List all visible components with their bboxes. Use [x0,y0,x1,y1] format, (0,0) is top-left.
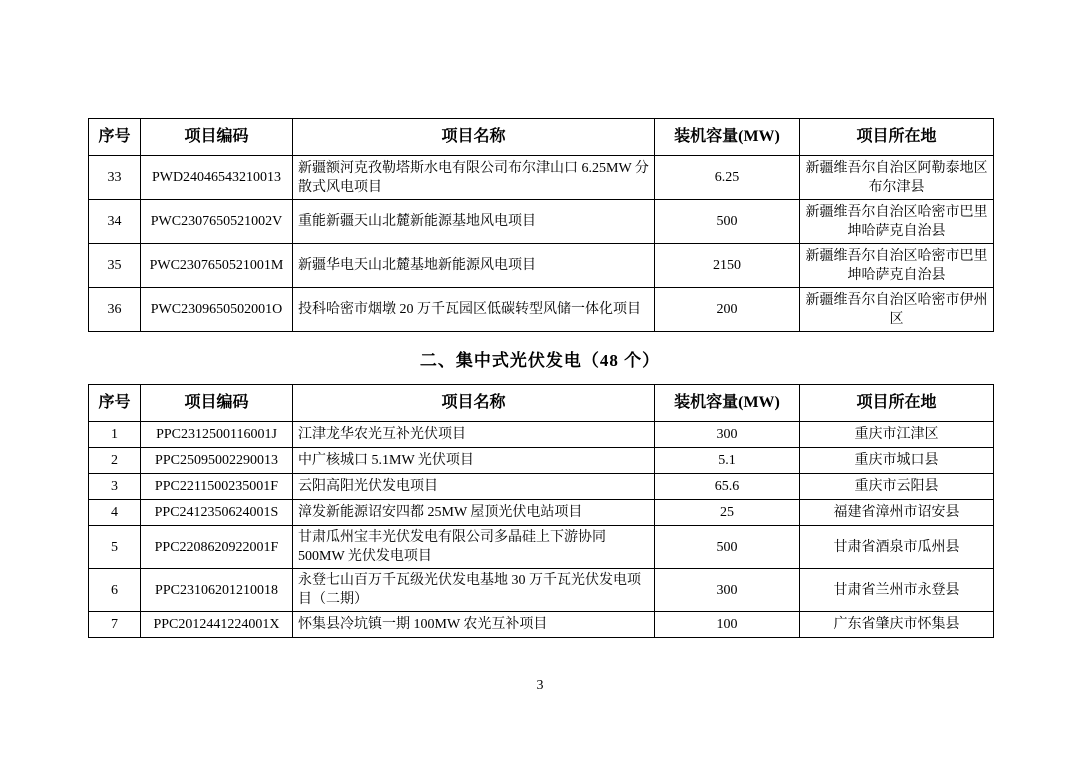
table-row [89,474,994,500]
cell-project-name: 新疆华电天山北麓基地新能源风电项目 [293,244,655,288]
wind-projects-table [88,118,994,332]
solar-table-body [89,422,994,638]
table-row [89,569,994,612]
cell-project-code: PWC2307650521001M [141,244,293,288]
table-row [89,244,994,288]
section-heading: 二、集中式光伏发电（48 个） [419,351,661,370]
cell-capacity: 5.1 [655,448,800,474]
cell-location: 重庆市云阳县 [800,474,994,500]
cell-index: 36 [89,288,141,332]
cell-project-name: 永登七山百万千瓦级光伏发电基地 30 万千瓦光伏发电项目（二期） [293,569,655,612]
cell-project-code: PPC2412350624001S [141,500,293,526]
col-header-code: 项目编码 [141,385,293,422]
cell-location: 广东省肇庆市怀集县 [800,612,994,638]
table-row [89,612,994,638]
cell-location: 新疆维吾尔自治区阿勒泰地区布尔津县 [800,156,994,200]
cell-project-code: PPC2208620922001F [141,526,293,569]
cell-index: 1 [89,422,141,448]
cell-index: 4 [89,500,141,526]
cell-project-name: 中广核城口 5.1MW 光伏项目 [293,448,655,474]
cell-index: 2 [89,448,141,474]
cell-capacity: 25 [655,500,800,526]
cell-index: 7 [89,612,141,638]
col-header-location: 项目所在地 [800,119,994,156]
cell-location: 新疆维吾尔自治区哈密市巴里坤哈萨克自治县 [800,244,994,288]
cell-project-code: PWD24046543210013 [141,156,293,200]
col-header-index: 序号 [89,119,141,156]
cell-index: 6 [89,569,141,612]
cell-project-name: 投科哈密市烟墩 20 万千瓦园区低碳转型风储一体化项目 [293,288,655,332]
cell-capacity: 65.6 [655,474,800,500]
col-header-name: 项目名称 [293,119,655,156]
cell-capacity: 500 [655,526,800,569]
solar-projects-table [88,384,994,638]
table-row [89,200,994,244]
cell-index: 3 [89,474,141,500]
cell-project-code: PPC2312500116001J [141,422,293,448]
wind-table-header-row [89,119,994,156]
cell-index: 33 [89,156,141,200]
table-row [89,422,994,448]
col-header-location: 项目所在地 [800,385,994,422]
cell-project-name: 重能新疆天山北麓新能源基地风电项目 [293,200,655,244]
solar-table-header-row [89,385,994,422]
table-row [89,156,994,200]
cell-index: 35 [89,244,141,288]
cell-project-name: 云阳高阳光伏发电项目 [293,474,655,500]
cell-project-code: PPC2012441224001X [141,612,293,638]
table-row [89,288,994,332]
cell-project-code: PPC25095002290013 [141,448,293,474]
col-header-capacity: 装机容量(MW) [655,119,800,156]
cell-project-code: PWC2307650521002V [141,200,293,244]
cell-project-code: PPC2211500235001F [141,474,293,500]
cell-project-name: 漳发新能源诏安四都 25MW 屋顶光伏电站项目 [293,500,655,526]
table-row [89,500,994,526]
cell-project-name: 江津龙华农光互补光伏项目 [293,422,655,448]
cell-location: 福建省漳州市诏安县 [800,500,994,526]
wind-table-body [89,156,994,332]
cell-capacity: 100 [655,612,800,638]
cell-index: 34 [89,200,141,244]
cell-capacity: 500 [655,200,800,244]
cell-location: 重庆市江津区 [800,422,994,448]
cell-location: 甘肃省酒泉市瓜州县 [800,526,994,569]
col-header-code: 项目编码 [141,119,293,156]
cell-project-name: 甘肃瓜州宝丰光伏发电有限公司多晶硅上下游协同 500MW 光伏发电项目 [293,526,655,569]
cell-location: 重庆市城口县 [800,448,994,474]
col-header-index: 序号 [89,385,141,422]
cell-index: 5 [89,526,141,569]
cell-project-name: 新疆额河克孜勒塔斯水电有限公司布尔津山口 6.25MW 分散式风电项目 [293,156,655,200]
cell-project-code: PWC2309650502001O [141,288,293,332]
page-number: 3 [536,678,544,693]
cell-capacity: 200 [655,288,800,332]
cell-project-code: PPC23106201210018 [141,569,293,612]
table-row [89,526,994,569]
cell-capacity: 300 [655,569,800,612]
cell-project-name: 怀集县冷坑镇一期 100MW 农光互补项目 [293,612,655,638]
col-header-name: 项目名称 [293,385,655,422]
cell-location: 新疆维吾尔自治区哈密市巴里坤哈萨克自治县 [800,200,994,244]
cell-location: 新疆维吾尔自治区哈密市伊州区 [800,288,994,332]
cell-capacity: 2150 [655,244,800,288]
cell-capacity: 300 [655,422,800,448]
col-header-capacity: 装机容量(MW) [655,385,800,422]
cell-location: 甘肃省兰州市永登县 [800,569,994,612]
cell-capacity: 6.25 [655,156,800,200]
table-row [89,448,994,474]
